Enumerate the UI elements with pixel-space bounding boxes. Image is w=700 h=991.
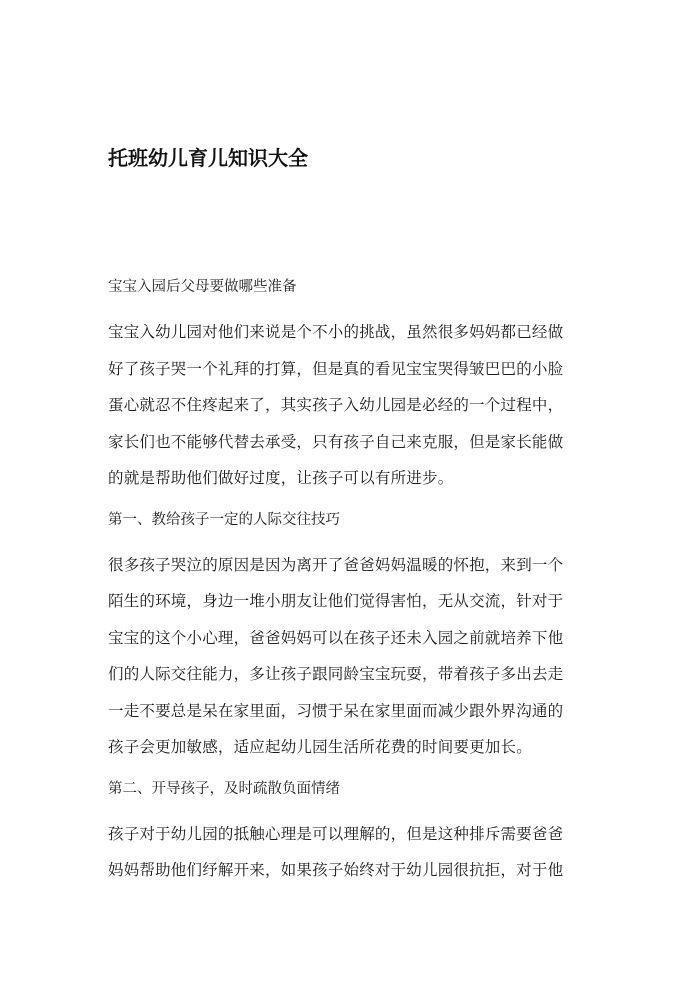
section-heading: 宝宝入园后父母要做哪些准备 xyxy=(108,279,297,295)
paragraph-line: 孩子对于幼儿园的抵触心理是可以理解的，但是这种排斥需要爸爸 xyxy=(108,824,564,843)
section-heading: 第一、教给孩子一定的人际交往技巧 xyxy=(108,511,340,528)
document-title: 托班幼儿育儿知识大全 xyxy=(108,146,308,170)
paragraph-line: 妈妈帮助他们纾解开来，如果孩子始终对于幼儿园很抗拒，对于他 xyxy=(108,861,564,879)
document-body xyxy=(108,270,598,889)
section-paragraph xyxy=(108,816,598,889)
paragraph-line: 陌生的环境，身边一堆小朋友让他们觉得害怕，无从交流，针对于 xyxy=(108,592,564,610)
paragraph-line: 很多孩子哭泣的原因是因为离开了爸爸妈妈温暖的怀抱，来到一个 xyxy=(108,555,564,574)
paragraph-line: 宝宝入幼儿园对他们来说是个不小的挑战，虽然很多妈妈都已经做 xyxy=(108,323,564,341)
paragraph-line: 的就是帮助他们做好过度，让孩子可以有所进步。 xyxy=(108,469,454,487)
paragraph-line: 们的人际交往能力，多让孩子跟同龄宝宝玩耍，带着孩子多出去走 xyxy=(108,665,564,683)
section-paragraph xyxy=(108,314,598,497)
paragraph-line: 一走不要总是呆在家里面，习惯于呆在家里面而减少跟外界沟通的 xyxy=(108,701,564,720)
paragraph-line: 家长们也不能够代替去承受，只有孩子自己来克服，但是家长能做 xyxy=(108,432,564,451)
paragraph-line: 蛋心就忍不住疼起来了，其实孩子入幼儿园是必经的一个过程中， xyxy=(108,396,564,414)
section-heading: 第二、开导孩子，及时疏散负面情绪 xyxy=(108,780,340,797)
section-paragraph xyxy=(108,547,598,766)
section-preparation xyxy=(108,270,598,497)
paragraph-line: 孩子会更加敏感，适应起幼儿园生活所花费的时间要更加长。 xyxy=(108,738,532,756)
section-social-skills xyxy=(108,503,598,766)
paragraph-line: 好了孩子哭一个礼拜的打算，但是真的看见宝宝哭得皱巴巴的小脸 xyxy=(108,359,564,378)
section-emotions xyxy=(108,772,598,889)
paragraph-line: 宝宝的这个小心理，爸爸妈妈可以在孩子还未入园之前就培养下他 xyxy=(108,628,564,647)
